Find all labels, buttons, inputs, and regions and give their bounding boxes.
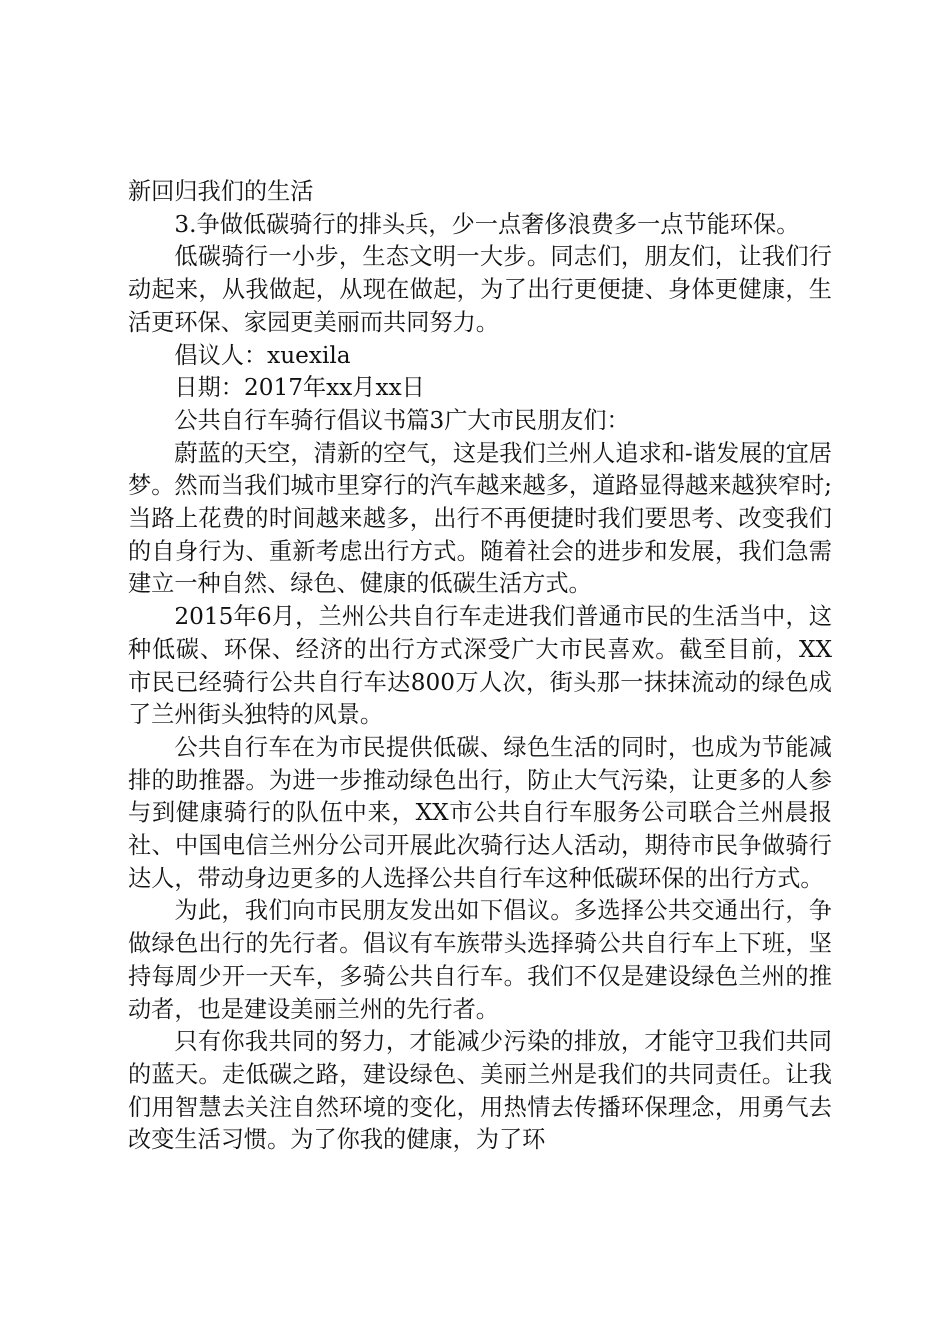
paragraph-2015: 2015年6月，兰州公共自行车走进我们普通市民的生活当中，这种低碳、环保、经济的出行方式深受广大市民喜欢。截至目前，XX市民已经骑行公共自行车达800万人次，街头那一抹抹流动的绿色成了兰州街头独特的风景。: [128, 603, 832, 729]
proposer-line: 倡议人：xuexila: [174, 341, 351, 369]
document-body: [128, 176, 832, 1157]
date-line: 日期：2017年xx月xx日: [174, 374, 425, 402]
paragraph-together: 只有你我共同的努力，才能减少污染的排放，才能守卫我们共同的蓝天。走低碳之路，建设绿色、美丽兰州是我们的共同责任。让我们用智慧去关注自然环境的变化，用热情去传播环保理念，用勇气去改变生活习惯。为了你我的健康，为了环: [128, 1028, 832, 1154]
paragraph-item-3: 3.争做低碳骑行的排头兵，少一点奢侈浪费多一点节能环保。: [174, 210, 800, 238]
section-heading-line: 公共自行车骑行倡议书篇3广大市民朋友们：: [174, 406, 630, 434]
paragraph-call-to-action: 低碳骑行一小步，生态文明一大步。同志们，朋友们，让我们行动起来，从我做起，从现在做起，为了出行更便捷、身体更健康，生活更环保、家园更美丽而共同努力。: [128, 243, 832, 336]
paragraph-blue-sky: 蔚蓝的天空，清新的空气，这是我们兰州人追求和-谐发展的宜居梦。然而当我们城市里穿行的汽车越来越多，道路显得越来越狭窄时;当路上花费的时间越来越多，出行不再便捷时我们要思考、改变我们的自身行为、重新考虑出行方式。随着社会的进步和发展，我们急需建立一种自然、绿色、健康的低碳生活方式。: [128, 439, 832, 598]
paragraph-continuation: 新回归我们的生活: [128, 178, 314, 205]
paragraph-public-bike: 公共自行车在为市民提供低碳、绿色生活的同时，也成为节能减排的助推器。为进一步推动绿色出行，防止大气污染，让更多的人参与到健康骑行的队伍中来，XX市公共自行车服务公司联合兰州晨报社、中国电信兰州分公司开展此次骑行达人活动，期待市民争做骑行达人，带动身边更多的人选择公共自行车这种低碳环保的出行方式。: [128, 733, 832, 892]
paragraph-proposal: 为此，我们向市民朋友发出如下倡议。多选择公共交通出行，争做绿色出行的先行者。倡议有车族带头选择骑公共自行车上下班，坚持每周少开一天车，多骑公共自行车。我们不仅是建设绿色兰州的推动者，也是建设美丽兰州的先行者。: [128, 897, 832, 1023]
